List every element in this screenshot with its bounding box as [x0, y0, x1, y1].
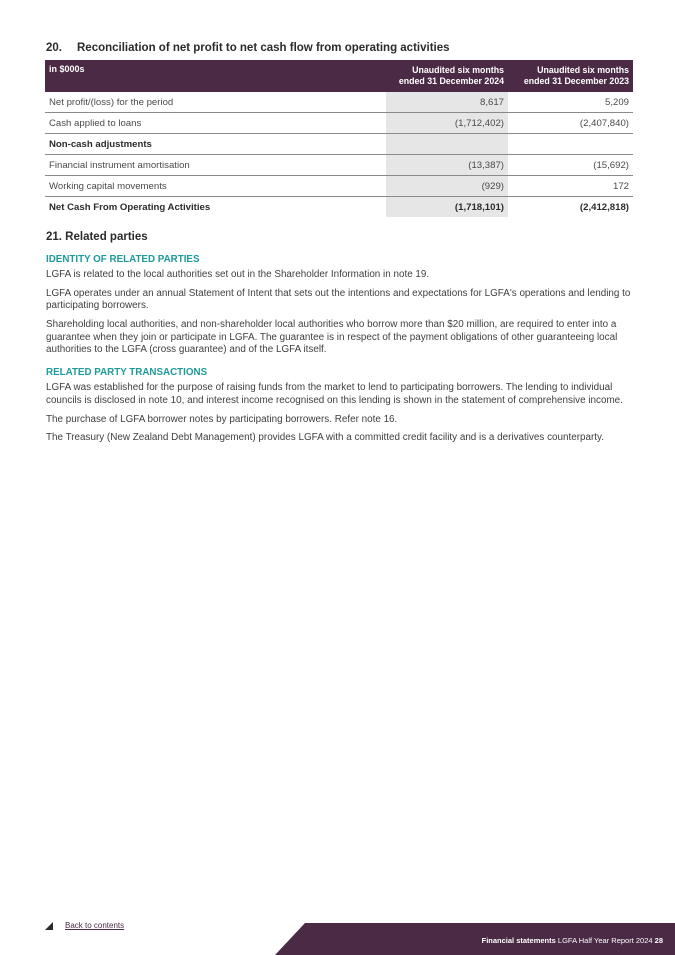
table-row — [45, 92, 633, 113]
table-row — [45, 155, 633, 176]
section-20-number: 20. — [46, 42, 62, 54]
row-value-2024: (929) — [386, 176, 508, 197]
row-label: Cash applied to loans — [45, 113, 386, 134]
header-col-2023 — [508, 60, 633, 92]
footer-section-label: Financial statements — [481, 936, 556, 945]
row-value-2024 — [386, 134, 508, 155]
reconciliation-table — [45, 60, 633, 217]
row-label: Net Cash From Operating Activities — [49, 201, 211, 213]
footer-nav — [45, 921, 124, 930]
row-label: Working capital movements — [45, 176, 386, 197]
paragraph: Shareholding local authorities, and non-shareholder local authorities who borrow more than $20 million, are required to enter into a guarantee when they join or participate in LGFA. The guarantee is in respect of the payment obligations of other guaranteeing local authorities to the LGFA (cross guarantee) and of the LGFA itself. — [46, 318, 618, 356]
table-header-row — [45, 60, 633, 92]
transactions-heading: RELATED PARTY TRANSACTIONS — [46, 366, 208, 378]
paragraph: The Treasury (New Zealand Debt Management) provides LGFA with a committed credit facility and is a derivatives counterparty. — [46, 432, 604, 444]
row-value-2023: (2,407,840) — [508, 113, 633, 134]
row-value-2024: 8,617 — [386, 92, 508, 113]
row-value-2023: 172 — [508, 176, 633, 197]
header-col-2024 — [386, 60, 508, 92]
paragraph: LGFA is related to the local authorities set out in the Shareholder Information in note 19. — [46, 269, 430, 281]
row-label: Net profit/(loss) for the period — [45, 92, 386, 113]
table-row — [45, 113, 633, 134]
back-to-contents-link[interactable]: Back to contents — [65, 921, 125, 930]
section-21 — [46, 231, 636, 451]
row-value-2024: (13,387) — [386, 155, 508, 176]
header-col-2024-line2: ended 31 December 2024 — [398, 76, 504, 86]
header-col-2023-line2: ended 31 December 2023 — [523, 76, 629, 86]
paragraph: The purchase of LGFA borrower notes by participating borrowers. Refer note 16. — [46, 413, 398, 425]
paragraph: LGFA operates under an annual Statement of Intent that sets out the intentions and expectations for LGFA's operations and lending to participating borrowers. — [46, 287, 631, 312]
triangle-icon — [45, 922, 53, 930]
section-20-title — [46, 42, 450, 54]
row-value-2023: (15,692) — [508, 155, 633, 176]
header-col-2024-line1: Unaudited six months — [412, 65, 504, 75]
row-value-2024: (1,712,402) — [386, 113, 508, 134]
section-21-title: 21. Related parties — [46, 231, 148, 243]
row-value-2023: 5,209 — [508, 92, 633, 113]
table-row-subheading — [45, 134, 633, 155]
row-value-2024: (1,718,101) — [386, 197, 508, 218]
row-value-2023 — [508, 134, 633, 155]
header-units: in $000s — [45, 60, 386, 92]
section-20-title-text: Reconciliation of net profit to net cash flow from operating activities — [77, 42, 450, 54]
paragraph: LGFA was established for the purpose of raising funds from the market to lend to participating borrowers. The lending to individual councils is disclosed in note 10, and interest income recognised on this lending is shown in the statement of comprehensive income. — [46, 382, 623, 406]
page-number: 28 — [654, 936, 663, 945]
identity-heading: IDENTITY OF RELATED PARTIES — [46, 253, 200, 265]
row-label: Non-cash adjustments — [45, 134, 386, 155]
row-label: Financial instrument amortisation — [45, 155, 386, 176]
header-col-2023-line1: Unaudited six months — [537, 65, 629, 75]
table-row-total — [45, 197, 633, 218]
footer-report-name: LGFA Half Year Report 2024 — [557, 936, 653, 945]
table-row — [45, 176, 633, 197]
row-value-2023: (2,412,818) — [579, 201, 629, 213]
footer-text — [482, 936, 663, 945]
